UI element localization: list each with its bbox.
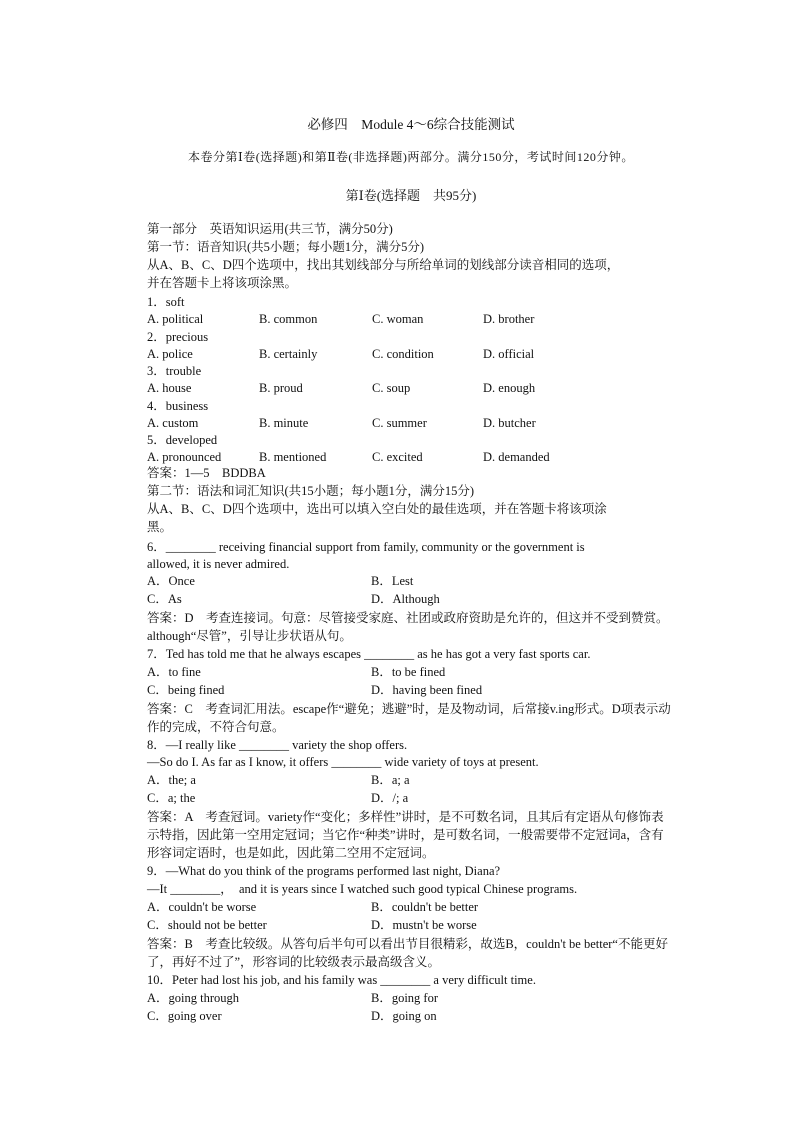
phonetics-option-a: A. house xyxy=(147,381,192,395)
sec2-title: 第二节：语法和词汇知识(共15小题；每小题1分，满分15分) xyxy=(147,484,475,498)
q8-answer: 答案：A 考查冠词。variety作“变化；多样性”讲时，是不可数名词，且其后有定语从句修饰表示特指，因此第一空用定冠词；当它作“种类”讲时，是可数名词，一般需要带不定冠词a，含有形容词定语时，也是如此，因此第二空用不定冠词。 xyxy=(147,810,664,860)
phonetics-option-a: A. police xyxy=(147,346,193,361)
phonetics-option-d: D. butcher xyxy=(483,415,536,430)
phonetics-option-d: D. demanded xyxy=(483,450,550,464)
phonetics-option-c: C. summer xyxy=(372,415,427,430)
phonetics-option-c: C. excited xyxy=(372,450,423,464)
phonetics-option-c: C. woman xyxy=(372,312,424,326)
q7-option-a: A．to fine xyxy=(147,665,201,679)
phonetics-option-b: B. proud xyxy=(259,381,303,395)
q6-option-a: A．Once xyxy=(147,574,195,588)
section-title: 第Ⅰ卷(选择题 共95分) xyxy=(345,188,477,203)
subtitle: 本卷分第Ⅰ卷(选择题)和第Ⅱ卷(非选择题)两部分。满分150分，考试时间120分钟。 xyxy=(188,150,634,164)
q10-option-c: C．going over xyxy=(147,1009,222,1023)
sec1-instr-1: 从A、B、C、D四个选项中，找出其划线部分与所给单词的划线部分读音相同的选项， xyxy=(147,258,620,272)
q8-option-b: B．a; a xyxy=(371,773,410,787)
sec2-instr-1: 从A、B、C、D四个选项中，选出可以填入空白处的最佳选项，并在答题卡将该项涂 xyxy=(147,502,607,516)
q7-option-d: D．having been fined xyxy=(371,683,483,697)
q6-line2: allowed, it is never admired. xyxy=(147,557,290,571)
q8-line1: 8．—I really like ________ variety the shop offers. xyxy=(147,738,408,752)
phonetics-option-b: B. mentioned xyxy=(259,450,327,464)
q7-option-b: B．to be fined xyxy=(371,665,446,679)
part1-title: 第一部分 英语知识运用(共三节，满分50分) xyxy=(147,222,393,236)
phonetics-word: 4．business xyxy=(147,398,209,413)
q10-line: 10．Peter had lost his job, and his family was ________ a very difficult time. xyxy=(147,973,536,987)
phonetics-word: 2．precious xyxy=(147,329,209,344)
q10-option-d: D．going on xyxy=(371,1009,437,1023)
q7-option-c: C．being fined xyxy=(147,683,225,697)
page-title: 必修四 Module 4～6综合技能测试 xyxy=(307,117,515,132)
q8-option-c: C．a; the xyxy=(147,791,196,805)
phonetics-option-b: B. certainly xyxy=(259,346,318,361)
q6-answer: 答案：D 考查连接词。句意：尽管接受家庭、社团或政府资助是允许的，但这并不受到赞赏。although“尽管”，引导让步状语从句。 xyxy=(147,611,669,643)
sec2-instr-2: 黑。 xyxy=(147,520,173,534)
phonetics-option-d: D. brother xyxy=(483,312,535,326)
q10-option-b: B．going for xyxy=(371,991,439,1005)
phonetics-word: 5．developed xyxy=(147,433,218,447)
phonetics-option-c: C. soup xyxy=(372,381,411,395)
q8-option-d: D．/; a xyxy=(371,791,409,805)
q6-option-d: D．Although xyxy=(371,592,440,606)
q6-option-b: B．Lest xyxy=(371,574,414,588)
answer1: 答案：1—5 BDDBA xyxy=(147,466,266,480)
phonetics-option-a: A. pronounced xyxy=(147,450,222,464)
phonetics-word: 1．soft xyxy=(147,295,185,309)
q7-line: 7．Ted has told me that he always escapes ________ as he has got a very fast sports car. xyxy=(147,647,591,661)
phonetics-word: 3．trouble xyxy=(147,364,202,378)
q9-line2: —It ________， and it is years since I watched such good typical Chinese programs. xyxy=(147,882,578,896)
q8-option-a: A．the; a xyxy=(147,773,196,787)
q7-answer: 答案：C 考查词汇用法。escape作“避免；逃避”时，是及物动词，后常接v.ing形式。D项表示动作的完成，不符合句意。 xyxy=(147,702,671,734)
phonetics-option-a: A. political xyxy=(147,312,204,326)
sec1-title: 第一节：语音知识(共5小题；每小题1分，满分5分) xyxy=(147,240,425,254)
phonetics-option-c: C. condition xyxy=(372,346,434,361)
q10-option-a: A．going through xyxy=(147,991,240,1005)
q6-option-c: C．As xyxy=(147,592,182,606)
phonetics-option-a: A. custom xyxy=(147,415,199,430)
q9-option-c: C．should not be better xyxy=(147,918,267,932)
sec1-instr-2: 并在答题卡上将该项涂黑。 xyxy=(147,276,298,290)
q9-option-d: D．mustn't be worse xyxy=(371,918,477,932)
phonetics-option-b: B. common xyxy=(259,312,318,326)
q9-line1: 9．—What do you think of the programs performed last night, Diana? xyxy=(147,864,501,878)
q8-line2: —So do I. As far as I know, it offers ________ wide variety of toys at present. xyxy=(147,755,539,769)
phonetics-option-d: D. enough xyxy=(483,381,536,395)
phonetics-option-b: B. minute xyxy=(259,415,309,430)
phonetics-option-d: D. official xyxy=(483,346,535,361)
q9-answer: 答案：B 考查比较级。从答句后半句可以看出节目很精彩，故选B，couldn't be better“不能更好了，再好不过了”，形容词的比较级表示最高级含义。 xyxy=(147,937,668,969)
q9-option-a: A．couldn't be worse xyxy=(147,900,257,914)
q9-option-b: B．couldn't be better xyxy=(371,900,479,914)
q6-line1: 6．________ receiving financial support from family, community or the government is xyxy=(147,540,585,554)
